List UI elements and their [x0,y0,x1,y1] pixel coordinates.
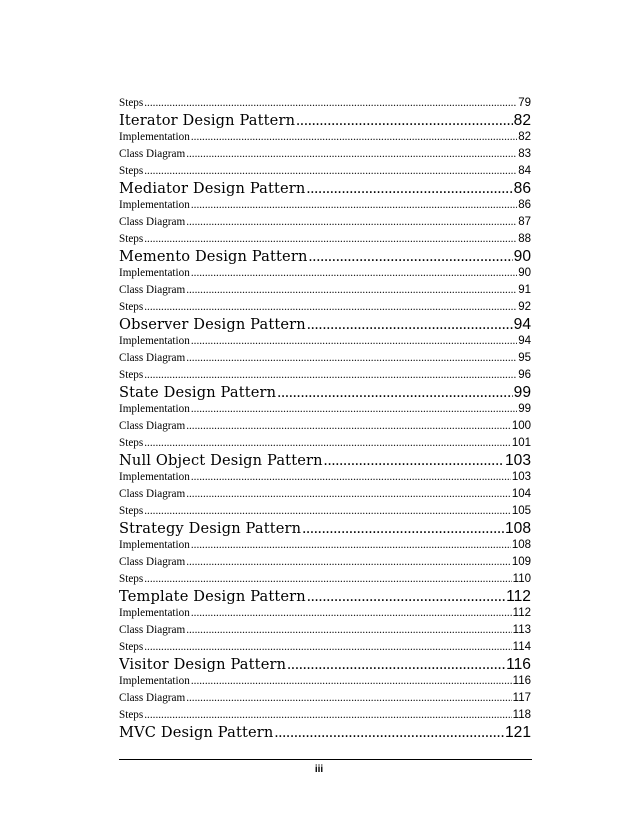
toc-section-entry[interactable] [119,639,531,656]
toc-entry-page: 86 [518,199,531,211]
toc-leader-dots [186,350,517,367]
toc-entry-page: 109 [511,556,531,568]
toc-entry-page: 87 [518,216,531,228]
toc-entry-page: 96 [518,369,531,381]
toc-entry-title: Steps [119,709,144,721]
toc-entry-title: Memento Design Pattern [119,248,308,265]
toc-leader-dots [307,316,513,333]
toc-entry-title: Implementation [119,131,190,143]
toc-entry-page: 103 [511,471,531,483]
toc-entry-page: 117 [512,692,531,704]
table-of-contents [119,95,531,741]
toc-chapter-entry[interactable] [119,316,531,333]
toc-entry-title: Class Diagram [119,352,186,364]
toc-entry-page: 112 [512,607,531,619]
toc-entry-title: Iterator Design Pattern [119,112,296,129]
toc-section-entry[interactable] [119,214,531,231]
toc-chapter-entry[interactable] [119,452,531,469]
toc-entry-title: Strategy Design Pattern [119,520,302,537]
footer-rule [119,759,532,760]
toc-leader-dots [191,333,517,350]
toc-entry-page: 82 [513,112,531,129]
toc-leader-dots [186,690,511,707]
toc-leader-dots [309,248,513,265]
toc-entry-title: Class Diagram [119,624,186,636]
toc-section-entry[interactable] [119,197,531,214]
toc-section-entry[interactable] [119,554,531,571]
toc-leader-dots [144,571,511,588]
page-number: iii [314,764,324,775]
toc-entry-page: 84 [518,165,531,177]
toc-entry-page: 104 [511,488,531,500]
toc-leader-dots [287,656,505,673]
toc-entry-page: 116 [512,675,531,687]
toc-leader-dots [186,554,511,571]
toc-entry-title: State Design Pattern [119,384,277,401]
toc-section-entry[interactable] [119,571,531,588]
toc-entry-title: Steps [119,97,144,109]
toc-entry-title: Steps [119,233,144,245]
toc-entry-page: 116 [506,656,531,673]
toc-leader-dots [186,622,511,639]
toc-entry-page: 95 [518,352,531,364]
toc-entry-title: Implementation [119,335,190,347]
toc-entry-title: Null Object Design Pattern [119,452,323,469]
toc-entry-page: 118 [512,709,531,721]
toc-leader-dots [144,95,517,112]
toc-section-entry[interactable] [119,537,531,554]
toc-entry-page: 114 [512,641,531,653]
toc-entry-title: Steps [119,369,144,381]
toc-entry-title: Implementation [119,403,190,415]
toc-section-entry[interactable] [119,486,531,503]
toc-section-entry[interactable] [119,418,531,435]
toc-section-entry[interactable] [119,350,531,367]
toc-leader-dots [144,435,511,452]
toc-leader-dots [186,418,511,435]
toc-chapter-entry[interactable] [119,588,531,605]
toc-section-entry[interactable] [119,673,531,690]
toc-entry-page: 103 [504,452,531,469]
toc-leader-dots [186,282,517,299]
toc-entry-title: Class Diagram [119,488,186,500]
toc-entry-page: 94 [518,335,531,347]
toc-section-entry[interactable] [119,503,531,520]
toc-section-entry[interactable] [119,401,531,418]
toc-section-entry[interactable] [119,605,531,622]
toc-entry-page: 99 [518,403,531,415]
toc-leader-dots [191,401,517,418]
toc-entry-title: Implementation [119,471,190,483]
toc-section-entry[interactable] [119,282,531,299]
toc-entry-page: 108 [504,520,531,537]
toc-chapter-entry[interactable] [119,724,531,741]
toc-entry-page: 112 [506,588,531,605]
toc-section-entry[interactable] [119,622,531,639]
toc-entry-page: 90 [513,248,531,265]
toc-entry-page: 105 [511,505,531,517]
toc-entry-title: Template Design Pattern [119,588,306,605]
toc-entry-title: Class Diagram [119,284,186,296]
toc-entry-title: Steps [119,505,144,517]
toc-section-entry[interactable] [119,163,531,180]
toc-entry-page: 108 [511,539,531,551]
toc-entry-title: Implementation [119,539,190,551]
toc-entry-title: Mediator Design Pattern [119,180,306,197]
toc-section-entry[interactable] [119,367,531,384]
toc-leader-dots [307,588,505,605]
toc-section-entry[interactable] [119,690,531,707]
toc-chapter-entry[interactable] [119,656,531,673]
toc-entry-page: 88 [518,233,531,245]
toc-entry-title: Implementation [119,607,190,619]
toc-entry-title: Class Diagram [119,148,186,160]
toc-leader-dots [306,180,512,197]
toc-leader-dots [144,299,517,316]
toc-entry-title: Implementation [119,675,190,687]
toc-leader-dots [144,367,517,384]
toc-entry-page: 113 [512,624,531,636]
toc-leader-dots [277,384,512,401]
toc-leader-dots [144,639,511,656]
toc-chapter-entry[interactable] [119,180,531,197]
toc-leader-dots [296,112,513,129]
toc-section-entry[interactable] [119,129,531,146]
toc-section-entry[interactable] [119,469,531,486]
toc-entry-title: Steps [119,437,144,449]
toc-entry-title: Class Diagram [119,692,186,704]
toc-entry-title: Steps [119,301,144,313]
toc-section-entry[interactable] [119,95,531,112]
toc-leader-dots [191,469,511,486]
toc-entry-page: 100 [511,420,531,432]
toc-chapter-entry[interactable] [119,384,531,401]
toc-leader-dots [302,520,504,537]
toc-leader-dots [191,537,511,554]
toc-entry-page: 110 [512,573,531,585]
toc-entry-page: 99 [513,384,531,401]
toc-leader-dots [191,197,517,214]
toc-entry-page: 82 [518,131,531,143]
toc-leader-dots [191,605,512,622]
toc-entry-page: 101 [511,437,531,449]
toc-section-entry[interactable] [119,333,531,350]
toc-entry-title: Implementation [119,199,190,211]
toc-entry-title: Visitor Design Pattern [119,656,287,673]
toc-entry-title: Implementation [119,267,190,279]
toc-chapter-entry[interactable] [119,248,531,265]
toc-entry-title: Steps [119,641,144,653]
toc-entry-page: 94 [513,316,531,333]
toc-chapter-entry[interactable] [119,520,531,537]
toc-section-entry[interactable] [119,299,531,316]
toc-entry-page: 121 [504,724,531,741]
toc-section-entry[interactable] [119,231,531,248]
toc-leader-dots [191,129,517,146]
toc-entry-page: 79 [518,97,531,109]
toc-leader-dots [191,673,512,690]
toc-section-entry[interactable] [119,265,531,282]
toc-leader-dots [324,452,504,469]
toc-entry-title: MVC Design Pattern [119,724,274,741]
toc-entry-title: Observer Design Pattern [119,316,306,333]
toc-leader-dots [186,486,511,503]
toc-entry-title: Steps [119,165,144,177]
toc-entry-title: Class Diagram [119,420,186,432]
toc-entry-title: Class Diagram [119,216,186,228]
toc-entry-page: 83 [518,148,531,160]
toc-section-entry[interactable] [119,707,531,724]
toc-entry-page: 86 [513,180,531,197]
toc-entry-title: Steps [119,573,144,585]
toc-chapter-entry[interactable] [119,112,531,129]
toc-leader-dots [144,163,517,180]
toc-leader-dots [144,231,517,248]
toc-entry-title: Class Diagram [119,556,186,568]
toc-entry-page: 92 [518,301,531,313]
toc-leader-dots [191,265,517,282]
toc-leader-dots [144,503,511,520]
toc-leader-dots [186,146,517,163]
toc-section-entry[interactable] [119,146,531,163]
toc-section-entry[interactable] [119,435,531,452]
toc-leader-dots [144,707,511,724]
toc-leader-dots [274,724,504,741]
toc-leader-dots [186,214,517,231]
toc-entry-page: 90 [518,267,531,279]
toc-entry-page: 91 [518,284,531,296]
